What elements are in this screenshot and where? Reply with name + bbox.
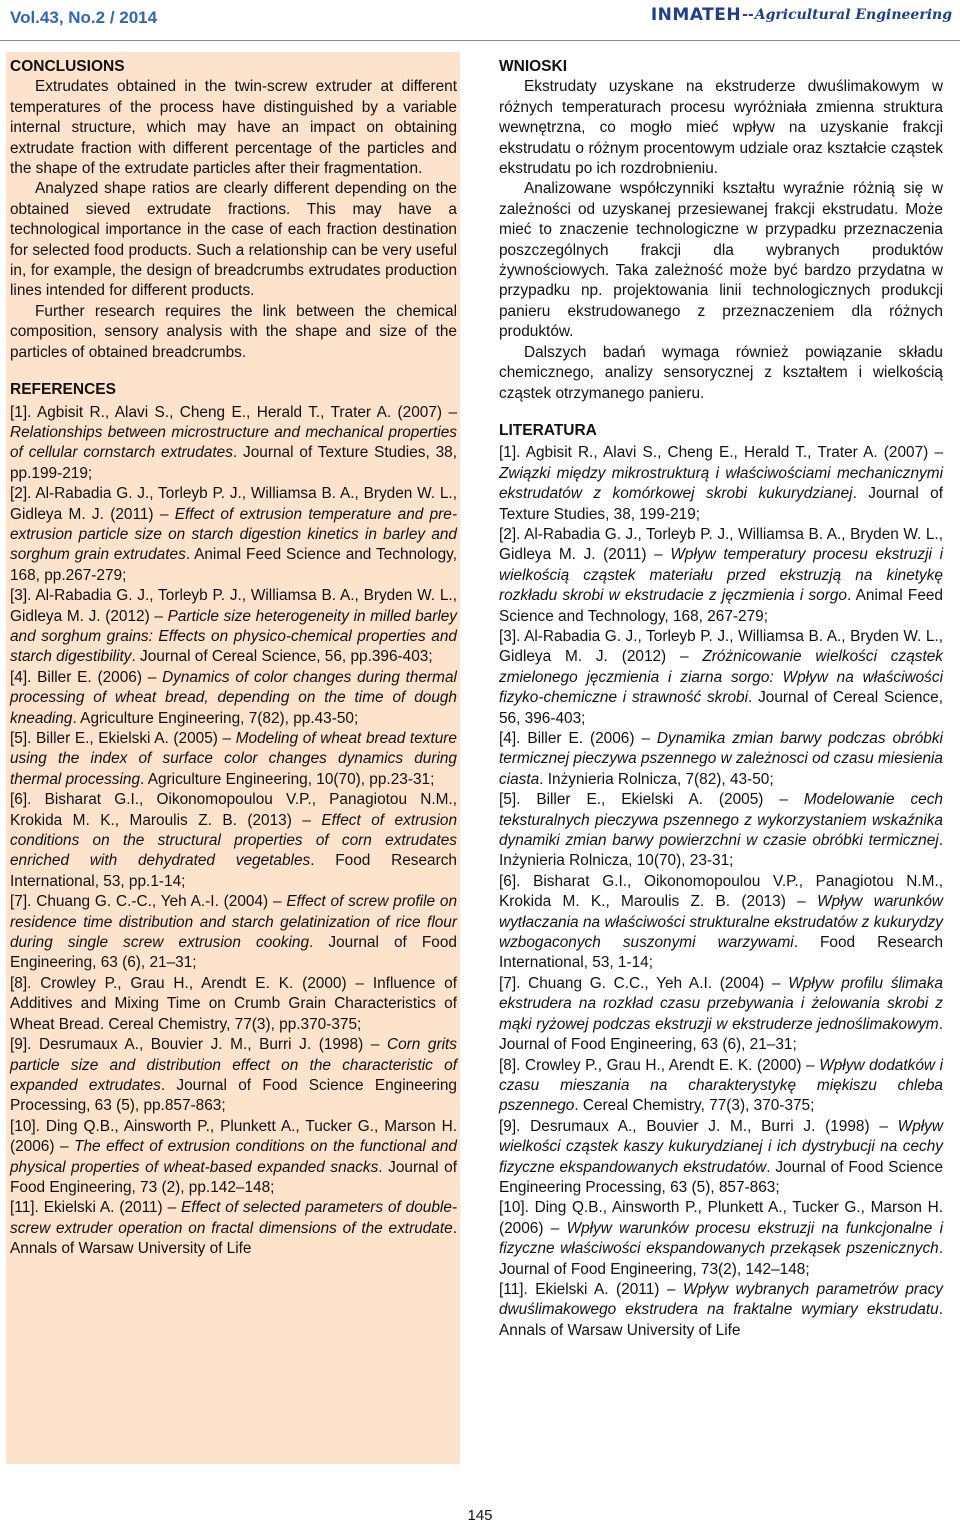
reference-text: [11]. Ekielski A. (2011) –: [10, 1199, 182, 1217]
literatura-list: [499, 443, 943, 1341]
conclusions-heading: CONCLUSIONS: [10, 58, 125, 75]
references-heading: REFERENCES: [10, 381, 116, 399]
reference-title: Związki między mikrostrukturą i właściwościami mechanicznymi ekstrudatów z komórkowej skrobi kukurydzianej: [499, 464, 943, 503]
reference-title: Corn grits particle size and distribution effect on the characteristic of expanded extrudates: [10, 1036, 457, 1094]
reference-title: Wpływ wybranych parametrów pracy dwuślimakowego ekstrudera na fraktalne wymiary ekstrudatu: [499, 1280, 943, 1319]
reference-text: . Journal of Cereal Science, 56, pp.396-403;: [131, 648, 433, 666]
reference-item: [499, 1117, 943, 1199]
reference-text: . Animal Feed Science and Technology, 168, 267-279;: [499, 587, 943, 625]
reference-text: . Food Research International, 53, 1-14;: [499, 934, 944, 972]
reference-title: Modeling of wheat bread texture using the index of surface color changes dynamics during thermal processing: [10, 730, 457, 788]
reference-text: [8]. Crowley P., Grau H., Arendt E. K. (2000) – Influence of Additives and Mixing Time on Crumb Grain Characteristics of Wheat Bread. Cereal Chemistry, 77(3), pp.370-375;: [10, 974, 457, 1033]
reference-title: Effect of extrusion temperature and pre-extrusion particle size on starch digestion kinetics in barley and sorghum grain extrudates: [10, 505, 457, 564]
wnioski-paragraph: Analizowane współczynniki kształtu wyraźnie różnią się w zależności od uzyskanej przesiewanej frakcji ekstrudatu. Może mieć to znaczenie technologiczne w przypadku przeznaczenia poszczególnych frakcji dla wybranych produktów żywnościowych. Taka zależność może być bardzo przydatna w przypadku np. projektowania linii technologicznych produkcji panieru ekstrudowanego z przeznaczeniem dla różnych produktów.: [499, 180, 943, 341]
reference-title: Wpływ profilu ślimaka ekstrudera na rozkład czasu przebywania i żelowania skrobi z mąki ryżowej podczas ekstruzji w ekstruderze jednoślimakowym: [499, 974, 943, 1033]
reference-text: [9]. Desrumaux A., Bouvier J. M., Burri J. (1998) –: [499, 1117, 898, 1135]
reference-item: [10, 1198, 457, 1259]
reference-text: [3]. Al-Rabadia G. J., Torleyb P. J., Williamsa B. A., Bryden W. L., Gidleya M. J. (2012) –: [10, 587, 457, 625]
reference-text: [10]. Ding Q.B., Ainsworth P., Plunkett A., Tucker G., Marson H. (2006) –: [10, 1117, 457, 1156]
reference-title: Effect of extrusion conditions on the structural properties of corn extrudates enriched with dehydrated vegetables: [10, 811, 458, 870]
reference-text: . Animal Feed Science and Technology, 168, pp.267-279;: [10, 546, 457, 584]
conclusion-paragraph: Analyzed shape ratios are clearly different depending on the obtained sieved extrudate fractions. This may have a technological importance in the case of each fraction destination for selected food products. Such a relationship can be very useful in, for example, the design of breadcrumbs extrudates production lines intended for different products.: [10, 180, 457, 300]
reference-text: [1]. Agbisit R., Alavi S., Cheng E., Herald T., Trater A. (2007) –: [10, 403, 457, 421]
reference-text: [5]. Biller E., Ekielski A. (2005) –: [499, 791, 804, 809]
reference-title: The effect of extrusion conditions on the functional and physical properties of wheat-based expanded snacks: [10, 1138, 457, 1176]
reference-title: Wpływ temperatury procesu ekstruzji i wielkością cząstek materiału przed ekstruzją na kinetykę rozkładu skrobi w ekstrudacie z jęczmienia i sorgo: [499, 546, 943, 605]
reference-text: [7]. Chuang G. C.C., Yeh A.I. (2004) –: [499, 974, 789, 992]
reference-text: . Journal of Food Engineering, 63 (6), 21–31;: [10, 934, 457, 972]
logo-brand: INMATEH: [650, 5, 742, 25]
reference-title: Zróżnicowanie wielkości cząstek zmielonego jęczmienia i ziarna sorgo: Wpływ na właściwości fizyko-chemiczne i strawność skrobi: [499, 648, 943, 707]
reference-item: [499, 974, 943, 1056]
reference-text: [2]. Al-Rabadia G. J., Torleyb P. J., Williamsa B. A., Bryden W. L., Gidleya M. J. (2011) –: [10, 485, 457, 523]
reference-text: . Journal of Cereal Science, 56, 396-403;: [499, 689, 944, 727]
reference-item: [10, 729, 457, 790]
reference-item: [499, 729, 943, 790]
reference-title: Wpływ warunków procesu ekstruzji na funkcjonalne i fizyczne właściwości ekspandowanych przekąsek pszenicznych: [499, 1219, 943, 1258]
reference-item: [499, 525, 943, 627]
reference-text: . Journal of Food Engineering, 73 (2), pp.142–148;: [10, 1158, 457, 1196]
conclusion-paragraph: Extrudates obtained in the twin-screw extruder at different temperatures of the process have distinguished by a variable internal structure, which may have an impact on obtaining extrudate fraction with different percentage of the particles and the shape of the extrudate particles after their fragmentation.: [10, 78, 457, 178]
reference-item: [499, 1198, 943, 1280]
reference-text: . Journal of Food Science Engineering Processing, 63 (5), pp.857-863;: [10, 1076, 457, 1115]
reference-text: [7]. Chuang G. C.-C., Yeh A.-I. (2004) –: [10, 893, 287, 911]
reference-item: [10, 586, 457, 668]
reference-text: . Journal of Food Engineering, 63 (6), 21–31;: [499, 1015, 943, 1054]
wnioski-paragraph: Ekstrudaty uzyskane na ekstruderze dwuślimakowym w różnych temperaturach procesu wyróżniała zmienna struktura wewnętrzna, co mogło mieć wpływ na uzyskanie frakcji ekstrudatu o różnym procentowym udziale oraz kształcie cząstek ekstrudatu po ich rozdrobnieniu.: [499, 78, 943, 178]
reference-item: [499, 443, 943, 525]
reference-text: [4]. Biller E. (2006) –: [499, 730, 657, 747]
reference-text: [8]. Crowley P., Grau H., Arendt E. K. (2000) –: [499, 1056, 820, 1074]
journal-volume: Vol.43, No.2 / 2014: [10, 8, 158, 27]
reference-text: . Annals of Warsaw University of Life: [499, 1301, 943, 1339]
reference-item: [10, 892, 457, 974]
reference-title: Dynamics of color changes during thermal processing of wheat bread, depending on the time of dough kneading: [10, 668, 457, 727]
wnioski-heading: WNIOSKI: [499, 58, 568, 75]
reference-item: [10, 1117, 457, 1199]
reference-title: Dynamika zmian barwy podczas obróbki termicznej pieczywa pszennego w zależnosci od czasu miesienia ciasta: [499, 730, 943, 788]
reference-text: [6]. Bisharat G.I., Oikonomopoulou V.P., Panagiotou N.M., Krokida M. K., Maroulis Z. B. (2013) –: [10, 791, 457, 829]
wnioski-paragraph: Dalszych badań wymaga również powiązanie składu chemicznego, analizy sensorycznej z kształtem i wielkością cząstek otrzymanego panieru.: [499, 343, 943, 402]
reference-text: . Journal of Texture Studies, 38, pp.199-219;: [10, 444, 458, 482]
reference-text: [1]. Agbisit R., Alavi S., Cheng E., Herald T., Trater A. (2007) –: [499, 444, 943, 462]
reference-item: [499, 627, 943, 729]
reference-text: . Agriculture Engineering, 10(70), pp.23-31;: [140, 770, 435, 788]
reference-item: [499, 790, 943, 872]
reference-title: Relationships between microstructure and mechanical properties of cellular cornstarch extrudates: [10, 423, 457, 462]
reference-title: Particle size heterogeneity in milled barley and sorghum grains: Effects on physico-chemical properties and starch digestibility: [10, 607, 457, 666]
reference-item: [499, 1280, 943, 1341]
reference-text: . Food Research International, 53, pp.1-14;: [10, 852, 457, 890]
reference-text: . Agriculture Engineering, 7(82), pp.43-50;: [72, 709, 359, 727]
reference-item: [10, 668, 457, 729]
polish-column: [497, 52, 951, 1472]
english-column: [6, 52, 460, 1464]
journal-logo: [651, 3, 952, 27]
reference-item: [10, 790, 457, 892]
reference-text: . Journal of Texture Studies, 38, 199-219;: [499, 485, 943, 523]
reference-item: [10, 484, 457, 586]
reference-text: . Annals of Warsaw University of Life: [10, 1219, 457, 1258]
reference-title: Wpływ warunków wytłaczania na właściwości strukturalne ekstrudatów z kukurydzy wzbogaconych suszonymi warzywami: [499, 893, 943, 952]
logo-script: Agricultural Engineering: [754, 7, 952, 23]
reference-item: [10, 403, 457, 485]
reference-text: . Inżynieria Rolnicza, 10(70), 23-31;: [499, 832, 943, 870]
reference-text: [6]. Bisharat G.I., Oikonomopoulou V.P., Panagiotou N.M., Krokida M. K., Maroulis Z. B. (2013) –: [499, 872, 943, 911]
reference-text: [4]. Biller E. (2006) –: [10, 668, 163, 686]
reference-title: Wpływ wielkości cząstek kaszy kukurydzianej i ich dystrybucji na cechy fizyczne ekspandowanych ekstrudatów: [499, 1117, 943, 1176]
reference-text: . Cereal Chemistry, 77(3), 370-375;: [574, 1097, 815, 1115]
reference-title: Modelowanie cech teksturalnych pieczywa pszennego z wykorzystaniem wskaźnika dynamiki zmian barwy powierzchni w czasie obróbki termicznej: [499, 791, 943, 850]
literatura-heading: LITERATURA: [499, 421, 597, 439]
reference-title: Wpływ dodatków i czasu mieszania na charakterystykę miękiszu chleba pszennego: [499, 1056, 943, 1115]
reference-item: [10, 1035, 457, 1117]
reference-text: [2]. Al-Rabadia G. J., Torleyb P. J., Williamsa B. A., Bryden W. L., Gidleya M. J. (2011) –: [499, 525, 943, 564]
reference-item: [499, 872, 943, 974]
reference-text: [9]. Desrumaux A., Bouvier J. M., Burri J. (1998) –: [10, 1036, 387, 1054]
page-number: 145: [467, 1507, 493, 1524]
logo-dashes: --: [742, 7, 754, 23]
reference-text: . Journal of Food Engineering, 73(2), 142–148;: [499, 1240, 943, 1278]
page-header: [0, 0, 960, 41]
reference-text: . Inżynieria Rolnicza, 7(82), 43-50;: [539, 770, 774, 788]
conclusion-paragraph: Further research requires the link between the chemical composition, sensory analysis with the shape and size of the particles of obtained breadcrumbs.: [10, 302, 457, 361]
references-list: [10, 403, 457, 1260]
reference-text: . Journal of Food Science Engineering Processing, 63 (5), 857-863;: [499, 1158, 944, 1196]
reference-title: Effect of screw profile on residence time distribution and starch gelatinization of rice flour during single screw extrusion cooking: [10, 893, 457, 952]
reference-text: [3]. Al-Rabadia G. J., Torleyb P. J., Williamsa B. A., Bryden W. L., Gidleya M. J. (2012) –: [499, 627, 943, 666]
reference-item: [10, 974, 457, 1035]
reference-text: [5]. Biller E., Ekielski A. (2005) –: [10, 730, 236, 747]
reference-text: [11]. Ekielski A. (2011) –: [499, 1280, 683, 1298]
reference-item: [499, 1056, 943, 1117]
reference-title: Effect of selected parameters of double-screw extruder operation on fractal dimensions of the extrudate: [10, 1199, 458, 1237]
reference-text: [10]. Ding Q.B., Ainsworth P., Plunkett A., Tucker G., Marson H. (2006) –: [499, 1199, 943, 1237]
